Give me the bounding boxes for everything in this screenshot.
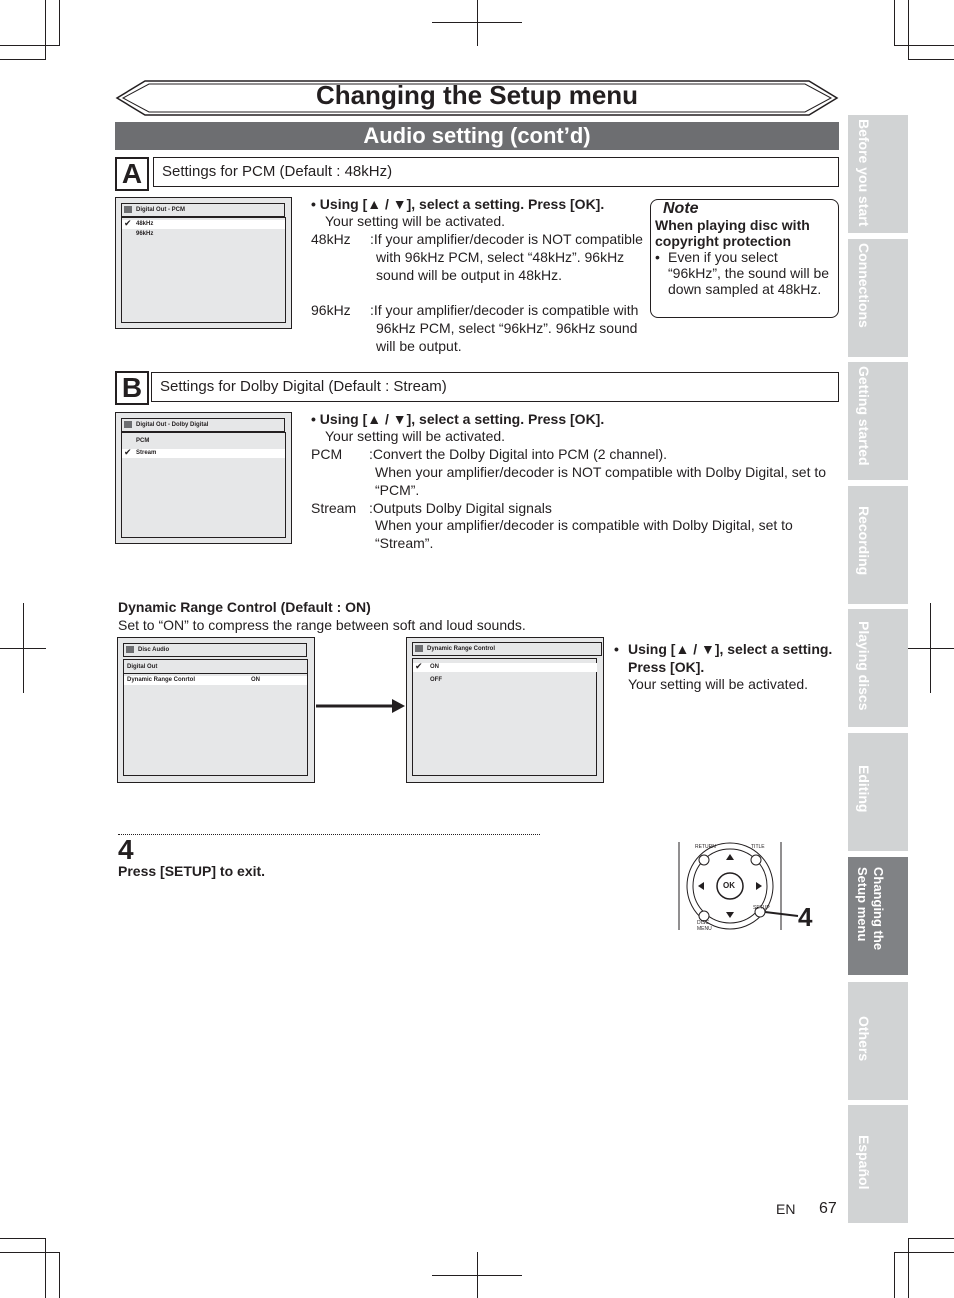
dolby-activated: Your setting will be activated. — [325, 428, 506, 444]
check-icon: ✔ — [415, 661, 423, 671]
drc-screen — [406, 637, 604, 783]
step-callout: 4 — [798, 902, 813, 932]
tab-others[interactable]: Others — [848, 982, 908, 1100]
footer-language: EN — [776, 1201, 796, 1217]
dolby-screen-title-text: Digital Out - Dolby Digital — [136, 422, 209, 428]
dolby-option1-rest: When your amplifier/decoder is NOT compatible with Dolby Digital, set to “PCM”. — [375, 464, 827, 498]
ok-button[interactable]: OK — [723, 881, 735, 890]
crop-mark — [0, 648, 46, 649]
note-subheading: When playing disc with copyright protection — [655, 217, 810, 249]
dolby-option1-label: PCM — [311, 446, 343, 462]
step-divider — [118, 834, 540, 835]
play-icon — [126, 646, 134, 653]
digital-out-row[interactable]: Digital Out — [127, 664, 158, 670]
dolby-screen-list — [121, 432, 286, 538]
tab-changing-setup-menu[interactable]: Changing the Setup menu — [848, 857, 908, 975]
dolby-option2-label: Stream — [311, 500, 357, 516]
pcm-option2-desc: :If your amplifier/decoder is compatible with 96kHz PCM, select “96kHz”. 96kHz sound will be output. — [370, 302, 639, 354]
crop-mark — [0, 45, 60, 46]
section-b-title: Settings for Dolby Digital (Default : Stream) — [151, 372, 839, 402]
check-icon: ✔ — [124, 447, 132, 457]
crop-mark — [894, 1252, 895, 1298]
note-heading: Note — [663, 200, 699, 217]
drc-instruction-a: Using [▲ / ▼], select a setting. — [628, 641, 833, 657]
crop-mark — [0, 1252, 60, 1253]
pcm-screen-title — [121, 203, 285, 217]
crop-mark — [59, 1252, 60, 1298]
tab-getting-started[interactable]: Getting started — [848, 362, 908, 480]
crop-mark — [432, 22, 522, 23]
dolby-screen — [115, 412, 292, 544]
dolby-option2-first: :Outputs Dolby Digital signals — [369, 500, 552, 516]
dolby-screen-title — [121, 418, 285, 432]
drc-activated: Your setting will be activated. — [628, 676, 809, 692]
remote-disc-label: DISC — [697, 920, 709, 926]
pcm-screen — [115, 197, 292, 329]
drc-instruction-b: Press [OK]. — [628, 659, 705, 675]
note-bullet: • — [655, 249, 660, 265]
pcm-instruction: • Using [▲ / ▼], select a setting. Press [OK]. — [311, 196, 605, 212]
section-b-letter: B — [115, 371, 149, 405]
remote-title-label: TITLE — [751, 844, 765, 850]
crop-mark — [59, 0, 60, 46]
crop-mark — [0, 1238, 46, 1239]
crop-mark — [908, 1238, 954, 1239]
section-a-title: Settings for PCM (Default : 48kHz) — [153, 157, 839, 187]
step-number: 4 — [118, 834, 134, 865]
play-icon — [415, 645, 423, 652]
section-subtitle-bar: Audio setting (cont’d) — [115, 122, 839, 150]
remote-setup-label: SETUP — [753, 905, 770, 911]
section-a-letter: A — [115, 157, 149, 191]
crop-mark — [894, 1252, 954, 1253]
crop-mark — [45, 1238, 46, 1298]
crop-mark — [908, 1238, 909, 1298]
tab-playing-discs[interactable]: Playing discs — [848, 609, 908, 727]
tab-before-you-start[interactable]: Before you start — [848, 115, 908, 233]
disc-audio-list — [123, 659, 308, 776]
crop-mark — [894, 45, 954, 46]
pcm-activated: Your setting will be activated. — [325, 213, 506, 229]
play-icon — [124, 206, 132, 213]
remote-return-label: RETURN — [695, 844, 716, 850]
crop-mark — [45, 0, 46, 60]
step-text: Press [SETUP] to exit. — [118, 863, 266, 879]
page-number: 67 — [819, 1200, 837, 1217]
pcm-option2-label: 96kHz — [311, 302, 351, 318]
page-title: Changing the Setup menu — [315, 80, 639, 110]
dolby-option-stream[interactable]: ✔ Stream — [122, 449, 285, 458]
remote-menu-label: MENU — [697, 926, 712, 932]
disc-audio-title: Disc Audio — [123, 643, 307, 657]
crop-mark — [894, 0, 895, 46]
drc-heading: Dynamic Range Control (Default : ON) — [118, 599, 371, 615]
note-text: Even if you select “96kHz”, the sound will be down sampled at 48kHz. — [668, 249, 830, 297]
drc-option-off[interactable]: OFF — [430, 677, 442, 683]
crop-mark — [908, 648, 954, 649]
drc-description: Set to “ON” to compress the range between soft and loud sounds. — [118, 617, 526, 633]
crop-mark — [477, 0, 478, 46]
dolby-instruction: • Using [▲ / ▼], select a setting. Press [OK]. — [311, 411, 605, 427]
tab-editing[interactable]: Editing — [848, 733, 908, 851]
remote-control-illustration — [676, 840, 816, 932]
check-icon: ✔ — [124, 218, 132, 228]
crop-mark — [0, 59, 46, 60]
drc-screen-title: Dynamic Range Control — [412, 642, 602, 656]
drc-row-value: ON — [251, 677, 260, 683]
pcm-option-96khz[interactable]: 96kHz — [136, 231, 154, 237]
drc-option-on[interactable]: ✔ ON — [413, 663, 597, 672]
pcm-screen-list — [121, 217, 286, 323]
drc-bullet: • — [614, 641, 619, 657]
arrow-right-icon — [316, 698, 406, 714]
tab-recording[interactable]: Recording — [848, 486, 908, 604]
crop-mark — [908, 0, 909, 60]
pcm-option1-desc: :If your amplifier/decoder is NOT compatible with 96kHz PCM, select “48kHz”. 96kHz sound will be output in 48kHz. — [370, 231, 643, 283]
disc-audio-screen — [117, 637, 315, 783]
dolby-option-pcm[interactable]: PCM — [136, 438, 150, 444]
pcm-screen-title-text: Digital Out - PCM — [136, 207, 185, 213]
pcm-option-48khz[interactable]: ✔ 48kHz — [122, 220, 285, 229]
dolby-option2-rest: When your amplifier/decoder is compatible with Dolby Digital, set to “Stream”. — [375, 517, 793, 551]
tab-espanol[interactable]: Español — [848, 1105, 908, 1223]
pcm-option1-label: 48kHz — [311, 231, 351, 247]
crop-mark — [432, 1275, 522, 1276]
drc-row[interactable]: Dynamic Range Conrtol ON — [124, 676, 307, 685]
dolby-option1-first: :Convert the Dolby Digital into PCM (2 channel). — [369, 446, 668, 462]
drc-screen-list — [412, 658, 597, 776]
disc-audio-divider — [124, 673, 307, 674]
play-icon — [124, 421, 132, 428]
crop-mark — [908, 59, 954, 60]
tab-connections[interactable]: Connections — [848, 239, 908, 357]
note-box — [650, 199, 839, 318]
